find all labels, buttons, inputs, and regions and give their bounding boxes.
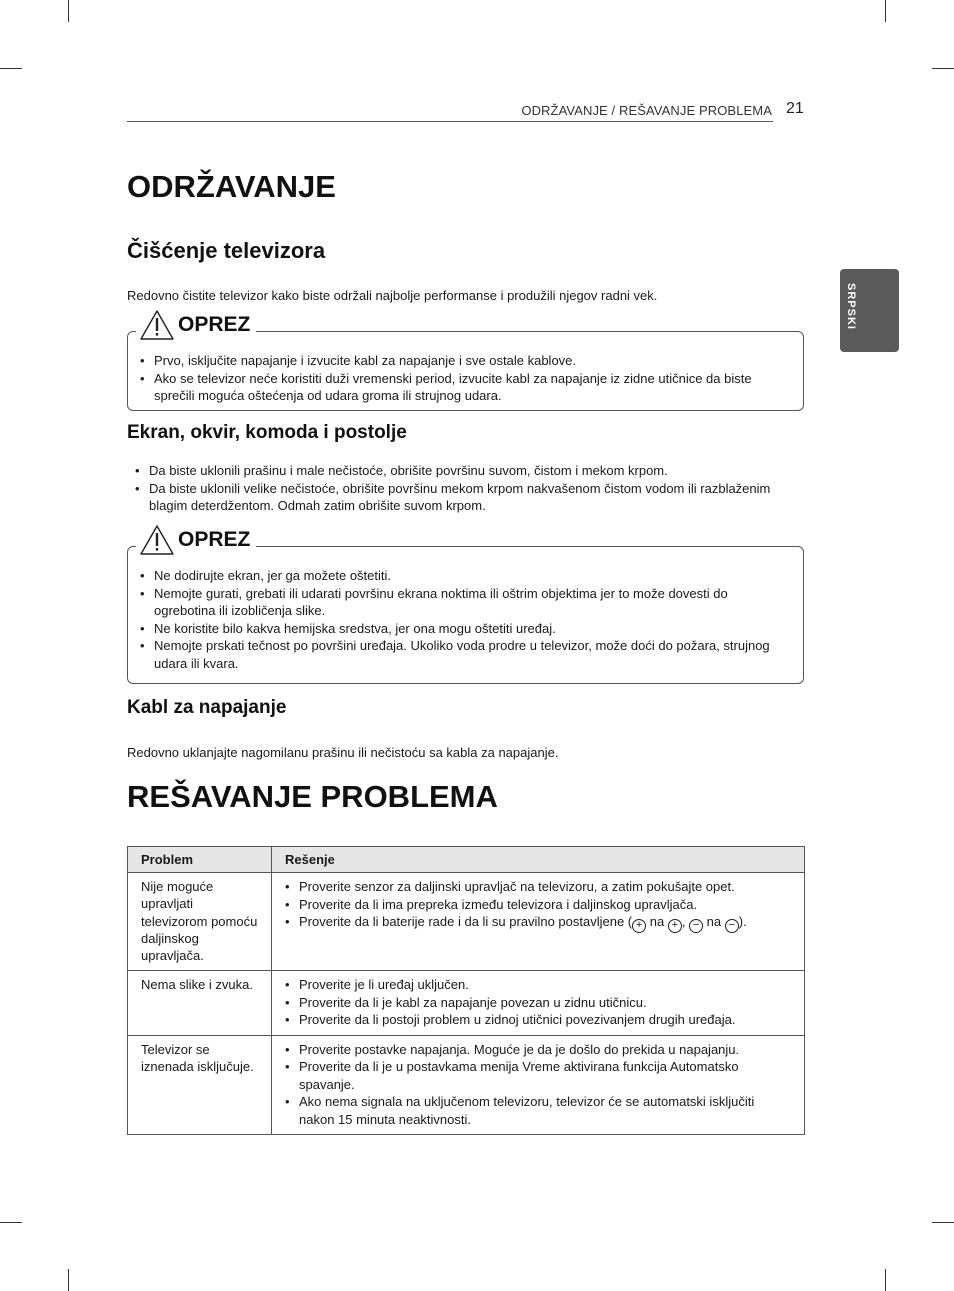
minus-symbol-icon: −	[689, 919, 703, 933]
table-row	[128, 873, 805, 971]
maintenance-title: ODRŽAVANJE	[127, 169, 336, 204]
crop-mark	[68, 0, 69, 22]
minus-symbol-icon: −	[725, 919, 739, 933]
list-item: • Ne koristite bilo kakva hemijska sredstva, jer ona mogu oštetiti uređaj.	[140, 620, 791, 638]
battery-text: ).	[738, 914, 747, 930]
crop-mark	[932, 1222, 954, 1223]
language-tab	[840, 269, 899, 352]
battery-text: Proverite da li baterije rade i da li su pravilno postavljene (	[299, 914, 633, 930]
list-item: • Proverite da li ima prepreka između televizora i daljinskog upravljača.	[285, 896, 791, 914]
crop-mark	[885, 1269, 886, 1291]
list-item: • Ako nema signala na uključenom televizoru, televizor će se automatski isključiti nakon 15 minuta neaktivnosti.	[285, 1093, 791, 1128]
list-item: • Proverite da li postoji problem u zidnoj utičnici povezivanjem drugih uređaja.	[285, 1011, 791, 1029]
caution-label: OPREZ	[178, 528, 251, 551]
troubleshooting-table	[127, 846, 805, 1135]
caution-label: OPREZ	[178, 313, 251, 336]
problem-cell: Nema slike i zvuka.	[128, 971, 272, 1036]
list-item: • Ako se televizor neće koristiti duži vremenski period, izvucite kabl za napajanje iz zidne utičnice da biste sprečili moguća oštećenja od udara groma ili strujnog udara.	[140, 370, 791, 405]
screen-heading: Ekran, okvir, komoda i postolje	[127, 422, 407, 443]
screen-list-container	[135, 462, 775, 515]
solution-list	[285, 878, 791, 933]
crop-mark	[0, 1222, 22, 1223]
plus-symbol-icon: +	[632, 919, 646, 933]
solution-list	[285, 976, 791, 1029]
column-header: Problem	[128, 847, 272, 873]
column-header: Rešenje	[272, 847, 805, 873]
caution-list	[140, 567, 791, 672]
list-item: • Nemojte gurati, grebati ili udarati površinu ekrana noktima ili oštrim objektima jer to može dovesti do ogrebotina ili izobličenja slike.	[140, 585, 791, 620]
solution-cell	[272, 1035, 805, 1135]
battery-text: na	[646, 914, 668, 930]
cleaning-heading: Čišćenje televizora	[127, 238, 326, 263]
cable-text: Redovno uklanjajte nagomilanu prašinu ili nečistoću sa kabla za napajanje.	[127, 745, 559, 760]
problem-cell: Nije moguće upravljati televizorom pomoću daljinskog upravljača.	[128, 873, 272, 971]
list-item: • Da biste uklonili velike nečistoće, obrišite površinu mekom krpom nakvašenom čistom vodom ili razblaženim blagim deterdžentom. Odmah zatim obrišite suvom krpom.	[135, 480, 775, 515]
caution-list	[140, 352, 791, 405]
crop-mark	[0, 68, 22, 69]
list-item	[285, 913, 791, 933]
crop-mark	[885, 0, 886, 22]
caution-box-cleaning	[127, 313, 804, 411]
header-divider	[127, 121, 773, 122]
cable-heading: Kabl za napajanje	[127, 697, 287, 718]
problem-cell: Televizor se iznenada isključuje.	[128, 1035, 272, 1135]
language-tab-label: SRPSKI	[845, 283, 857, 330]
table-header-row	[128, 847, 805, 873]
list-item: • Proverite senzor za daljinski upravljač na televizoru, a zatim pokušajte opet.	[285, 878, 791, 896]
running-header: ODRŽAVANJE / REŠAVANJE PROBLEMA	[521, 103, 772, 118]
table-row	[128, 1035, 805, 1135]
screen-care-list	[135, 462, 775, 515]
battery-text: ,	[681, 914, 690, 930]
crop-mark	[68, 1269, 69, 1291]
list-item: • Ne dodirujte ekran, jer ga možete oštetiti.	[140, 567, 791, 585]
caution-box-screen	[127, 528, 804, 684]
list-item: • Prvo, isključite napajanje i izvucite kabl za napajanje i sve ostale kablove.	[140, 352, 791, 370]
list-item: • Proverite je li uređaj uključen.	[285, 976, 791, 994]
plus-symbol-icon: +	[668, 919, 682, 933]
caution-header	[136, 523, 256, 557]
warning-icon	[140, 525, 174, 555]
solution-cell	[272, 971, 805, 1036]
crop-mark	[932, 68, 954, 69]
list-item: • Proverite postavke napajanja. Moguće je da je došlo do prekida u napajanju.	[285, 1041, 791, 1059]
list-item: • Proverite da li je kabl za napajanje povezan u zidnu utičnicu.	[285, 994, 791, 1012]
troubleshooting-title: REŠAVANJE PROBLEMA	[127, 779, 498, 814]
caution-header	[136, 308, 256, 342]
list-item: • Proverite da li je u postavkama menija Vreme aktivirana funkcija Automatsko spavanje.	[285, 1058, 791, 1093]
solution-list	[285, 1041, 791, 1129]
cleaning-intro: Redovno čistite televizor kako biste održali najbolje performanse i produžili njegov radni vek.	[127, 288, 658, 303]
list-item: • Nemojte prskati tečnost po površini uređaja. Ukoliko voda prodre u televizor, može doći do požara, strujnog udara ili kvara.	[140, 637, 791, 672]
page-number: 21	[786, 100, 804, 117]
solution-cell	[272, 873, 805, 971]
battery-text: na	[703, 914, 725, 930]
warning-icon	[140, 310, 174, 340]
list-item: • Da biste uklonili prašinu i male nečistoće, obrišite površinu suvom, čistom i mekom krpom.	[135, 462, 775, 480]
table-row	[128, 971, 805, 1036]
